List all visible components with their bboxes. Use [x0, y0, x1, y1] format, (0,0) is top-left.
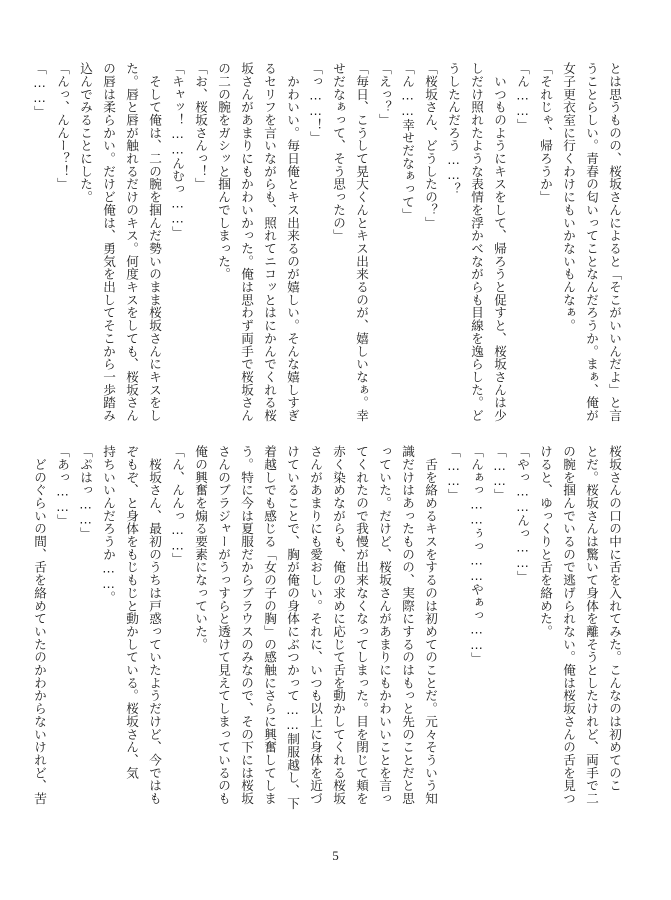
text-line: うしたんだろう……？: [446, 62, 461, 196]
text-line: しだけ照れたような表情を浮かべながらも目線を逸らした。ど: [469, 62, 484, 422]
text-line: 「……」: [446, 445, 461, 502]
text-line: かわいい。毎日俺とキス出来るのが嬉しい。そんな嬉しすぎ: [285, 62, 300, 422]
text-line: 「毎日、こうして晃大くんとキス出来るのが、嬉しいなぁ。幸: [354, 62, 369, 422]
text-line: 女子更衣室に行くわけにもいかないもんなぁ。: [561, 62, 576, 332]
text-line: 識だけはあったものの、実際にするのはもっと先のことだと思: [400, 445, 415, 805]
text-line: けていることで、胸が俺の身体にぶつかって……制服越し、下: [285, 445, 300, 810]
text-line: うことらしい。青春の匂いってことなんだろうか。まぁ、俺が: [584, 62, 599, 422]
text-line: 「んぁっ……ぅっ……やぁっ……」: [469, 445, 484, 665]
text-line: う。特に今は夏服だからブラウスのみなので、その下には桜坂: [239, 445, 254, 805]
text-line: 「キャッ！……んむっ……」: [170, 62, 185, 239]
text-line: の二の腕をガシッと掴んでしまった。: [216, 62, 231, 281]
text-line: 坂さんがあまりにもかわいかった。俺は思わず両手で桜坂さん: [239, 62, 254, 422]
text-line: 「ん……」: [515, 62, 530, 132]
text-line: 「……」: [492, 445, 507, 502]
text-line: るセリフを言いながらも、照れてニコッとはにかんでくれる桜: [262, 62, 277, 422]
text-line: 「ぷはっ……」: [78, 445, 93, 540]
upper-text-block: [32, 62, 626, 422]
text-line: 「桜坂さん、どうしたの？」: [423, 62, 438, 230]
text-line: てくれたので我慢が出来なくなってしまった。目を閉じて頬を: [354, 445, 369, 805]
page-number: 5: [332, 848, 339, 863]
text-line: 俺の興奮を煽る要素になっていた。: [193, 445, 208, 651]
text-line: せだなぁって、そう思ったの」: [331, 62, 346, 242]
text-line: さんのブラジャーがうっすらと透けて見えてしまっているのも: [216, 445, 231, 805]
text-line: とは思うものの、桜坂さんによると「そこがいいんだよ」と言: [607, 62, 622, 422]
text-line: 込んでみることにした。: [78, 62, 93, 204]
text-line: 「……」: [32, 62, 47, 119]
text-line: 「ん……幸せだなぁって」: [400, 62, 415, 221]
text-line: 「んっ、んんー？！」: [55, 62, 70, 191]
text-line: とだ。桜坂さんは驚いて身体を離そうとしたけれど、両手で二: [584, 445, 599, 805]
text-line: の腕を掴んでいるので逃げられない。俺は桜坂さんの舌を見つ: [561, 445, 576, 805]
text-line: 赤く染めながらも、俺の求めに応じて舌を動かしてくれる桜坂: [331, 445, 346, 805]
text-line: 「それじゃ、帰ろうか」: [538, 62, 553, 204]
text-line: 「やっ……んっ……」: [515, 445, 530, 584]
text-line: 着越しでも感じる「女の子の胸」の感触にさらに興奮してしま: [262, 445, 277, 805]
text-line: 「お、桜坂さんっ！」: [193, 62, 208, 191]
text-line: いつものようにキスをして、帰ろうと促すと、桜坂さんは少: [492, 62, 507, 422]
text-line: けると、ゆっくりと舌を絡めた。: [538, 445, 553, 638]
text-line: 桜坂さん、最初のうちは戸惑っていたようだけど、今ではも: [147, 445, 162, 805]
text-line: た。唇と唇が触れるだけのキス。何度キスをしても、桜坂さん: [124, 62, 139, 422]
text-line: ぞもぞ、と身体をもじもじと動かしている。桜坂さん、気: [124, 445, 139, 780]
text-line: 「えっ？」: [377, 62, 392, 127]
text-line: っていた。だけど、桜坂さんがあまりにもかわいいことを言っ: [377, 445, 392, 805]
text-line: さんがあまりにも愛おしい。それに、いつも以上に身体を近づ: [308, 445, 323, 805]
text-line: 持ちいいんだろうか……。: [101, 445, 116, 604]
text-line: 「あっ……」: [55, 445, 70, 527]
text-line: そして俺は、二の腕を掴んだ勢いのまま桜坂さんにキスをし: [147, 62, 162, 422]
text-line: 「ん、んんっ……」: [170, 445, 185, 566]
text-line: の唇は柔らかい。だけど俺は、勇気を出してそこから一歩踏み: [101, 62, 116, 422]
text-line: 桜坂さんの口の中に舌を入れてみた。こんなのは初めてのこ: [607, 445, 622, 792]
text-line: 舌を絡めるキスをするのは初めてのことだ。元々そういう知: [423, 445, 438, 805]
text-line: どのぐらいの間、舌を絡めていたのかわからないけれど、苦: [32, 445, 47, 805]
lower-text-block: [32, 445, 626, 810]
text-line: 「っ……！」: [308, 62, 323, 144]
